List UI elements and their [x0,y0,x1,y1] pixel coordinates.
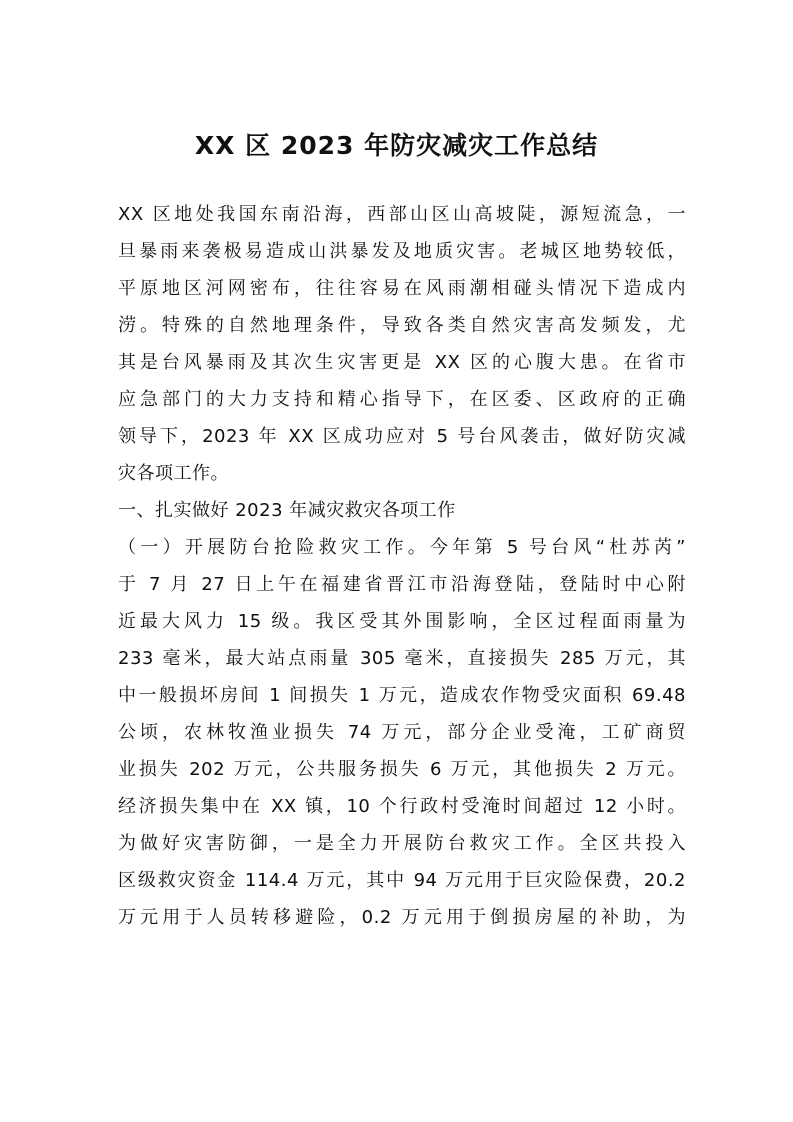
paragraph-line: 近最大风力 15 级。我区受其外围影响，全区过程面雨量为 [118,611,686,632]
paragraph-line: 涝。特殊的自然地理条件，导致各类自然灾害高发频发，尤 [118,315,686,336]
paragraph-line: 业损失 202 万元，公共服务损失 6 万元，其他损失 2 万元。 [118,759,686,780]
paragraph-line: XX 区地处我国东南沿海，西部山区山高坡陡，源短流急，一 [118,204,686,225]
paragraph-line: 中一般损坏房间 1 间损失 1 万元，造成农作物受灾面积 69.48 [118,685,686,706]
document-body [118,196,686,936]
section-heading: 一、扎实做好 2023 年减灾救灾各项工作 [118,500,456,521]
paragraph-line: 旦暴雨来袭极易造成山洪暴发及地质灾害。老城区地势较低， [118,241,686,262]
paragraph-line: 灾各项工作。 [118,463,229,484]
paragraph-line: 区级救灾资金 114.4 万元，其中 94 万元用于巨灾险保费，20.2 [118,870,686,891]
paragraph-line: 公顷，农林牧渔业损失 74 万元，部分企业受淹，工矿商贸 [118,722,686,743]
paragraph-line: 领导下，2023 年 XX 区成功应对 5 号台风袭击，做好防灾减 [118,426,686,447]
paragraph-line: 应急部门的大力支持和精心指导下，在区委、区政府的正确 [118,389,686,410]
paragraph-line: 经济损失集中在 XX 镇，10 个行政村受淹时间超过 12 小时。 [118,796,686,817]
paragraph-line: （一）开展防台抢险救灾工作。今年第 5 号台风“杜苏芮” [118,537,686,558]
document-title: XX 区 2023 年防灾减灾工作总结 [194,131,599,160]
paragraph-line: 万元用于人员转移避险，0.2 万元用于倒损房屋的补助，为 [118,907,686,928]
paragraph-line: 于 7 月 27 日上午在福建省晋江市沿海登陆，登陆时中心附 [118,574,686,595]
paragraph-line: 平原地区河网密布，往往容易在风雨潮相碰头情况下造成内 [118,278,686,299]
paragraph-line: 其是台风暴雨及其次生灾害更是 XX 区的心腹大患。在省市 [118,352,686,373]
paragraph-line: 233 毫米，最大站点雨量 305 毫米，直接损失 285 万元，其 [118,648,686,669]
paragraph-line: 为做好灾害防御，一是全力开展防台救灾工作。全区共投入 [118,833,686,854]
